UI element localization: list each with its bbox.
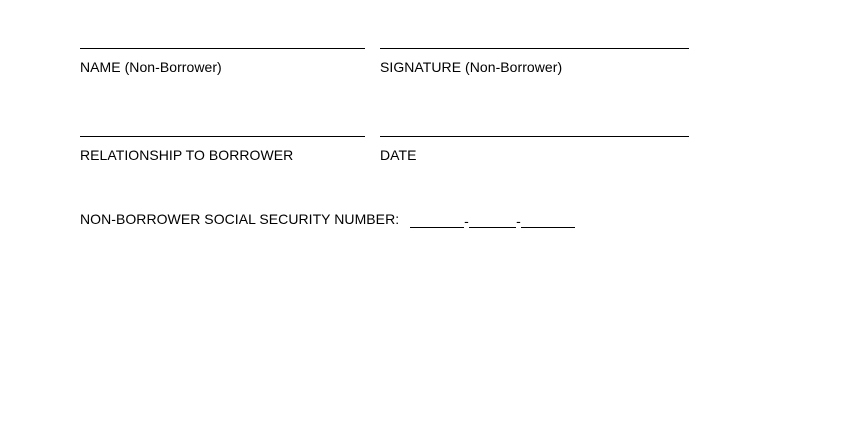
ssn-segment-3[interactable] [521, 214, 575, 228]
signature-line[interactable] [380, 48, 689, 49]
signature-label: SIGNATURE (Non-Borrower) [380, 59, 563, 75]
name-label: NAME (Non-Borrower) [80, 59, 222, 75]
ssn-field[interactable] [410, 212, 575, 228]
ssn-separator: - [464, 213, 469, 229]
ssn-separator: - [516, 213, 521, 229]
relationship-label: RELATIONSHIP TO BORROWER [80, 147, 294, 163]
relationship-line[interactable] [80, 136, 365, 137]
date-line[interactable] [380, 136, 689, 137]
ssn-label: NON-BORROWER SOCIAL SECURITY NUMBER: [80, 211, 400, 227]
name-signature-line[interactable] [80, 48, 365, 49]
ssn-segment-1[interactable] [410, 214, 464, 228]
date-label: DATE [380, 147, 417, 163]
ssn-segment-2[interactable] [469, 214, 516, 228]
